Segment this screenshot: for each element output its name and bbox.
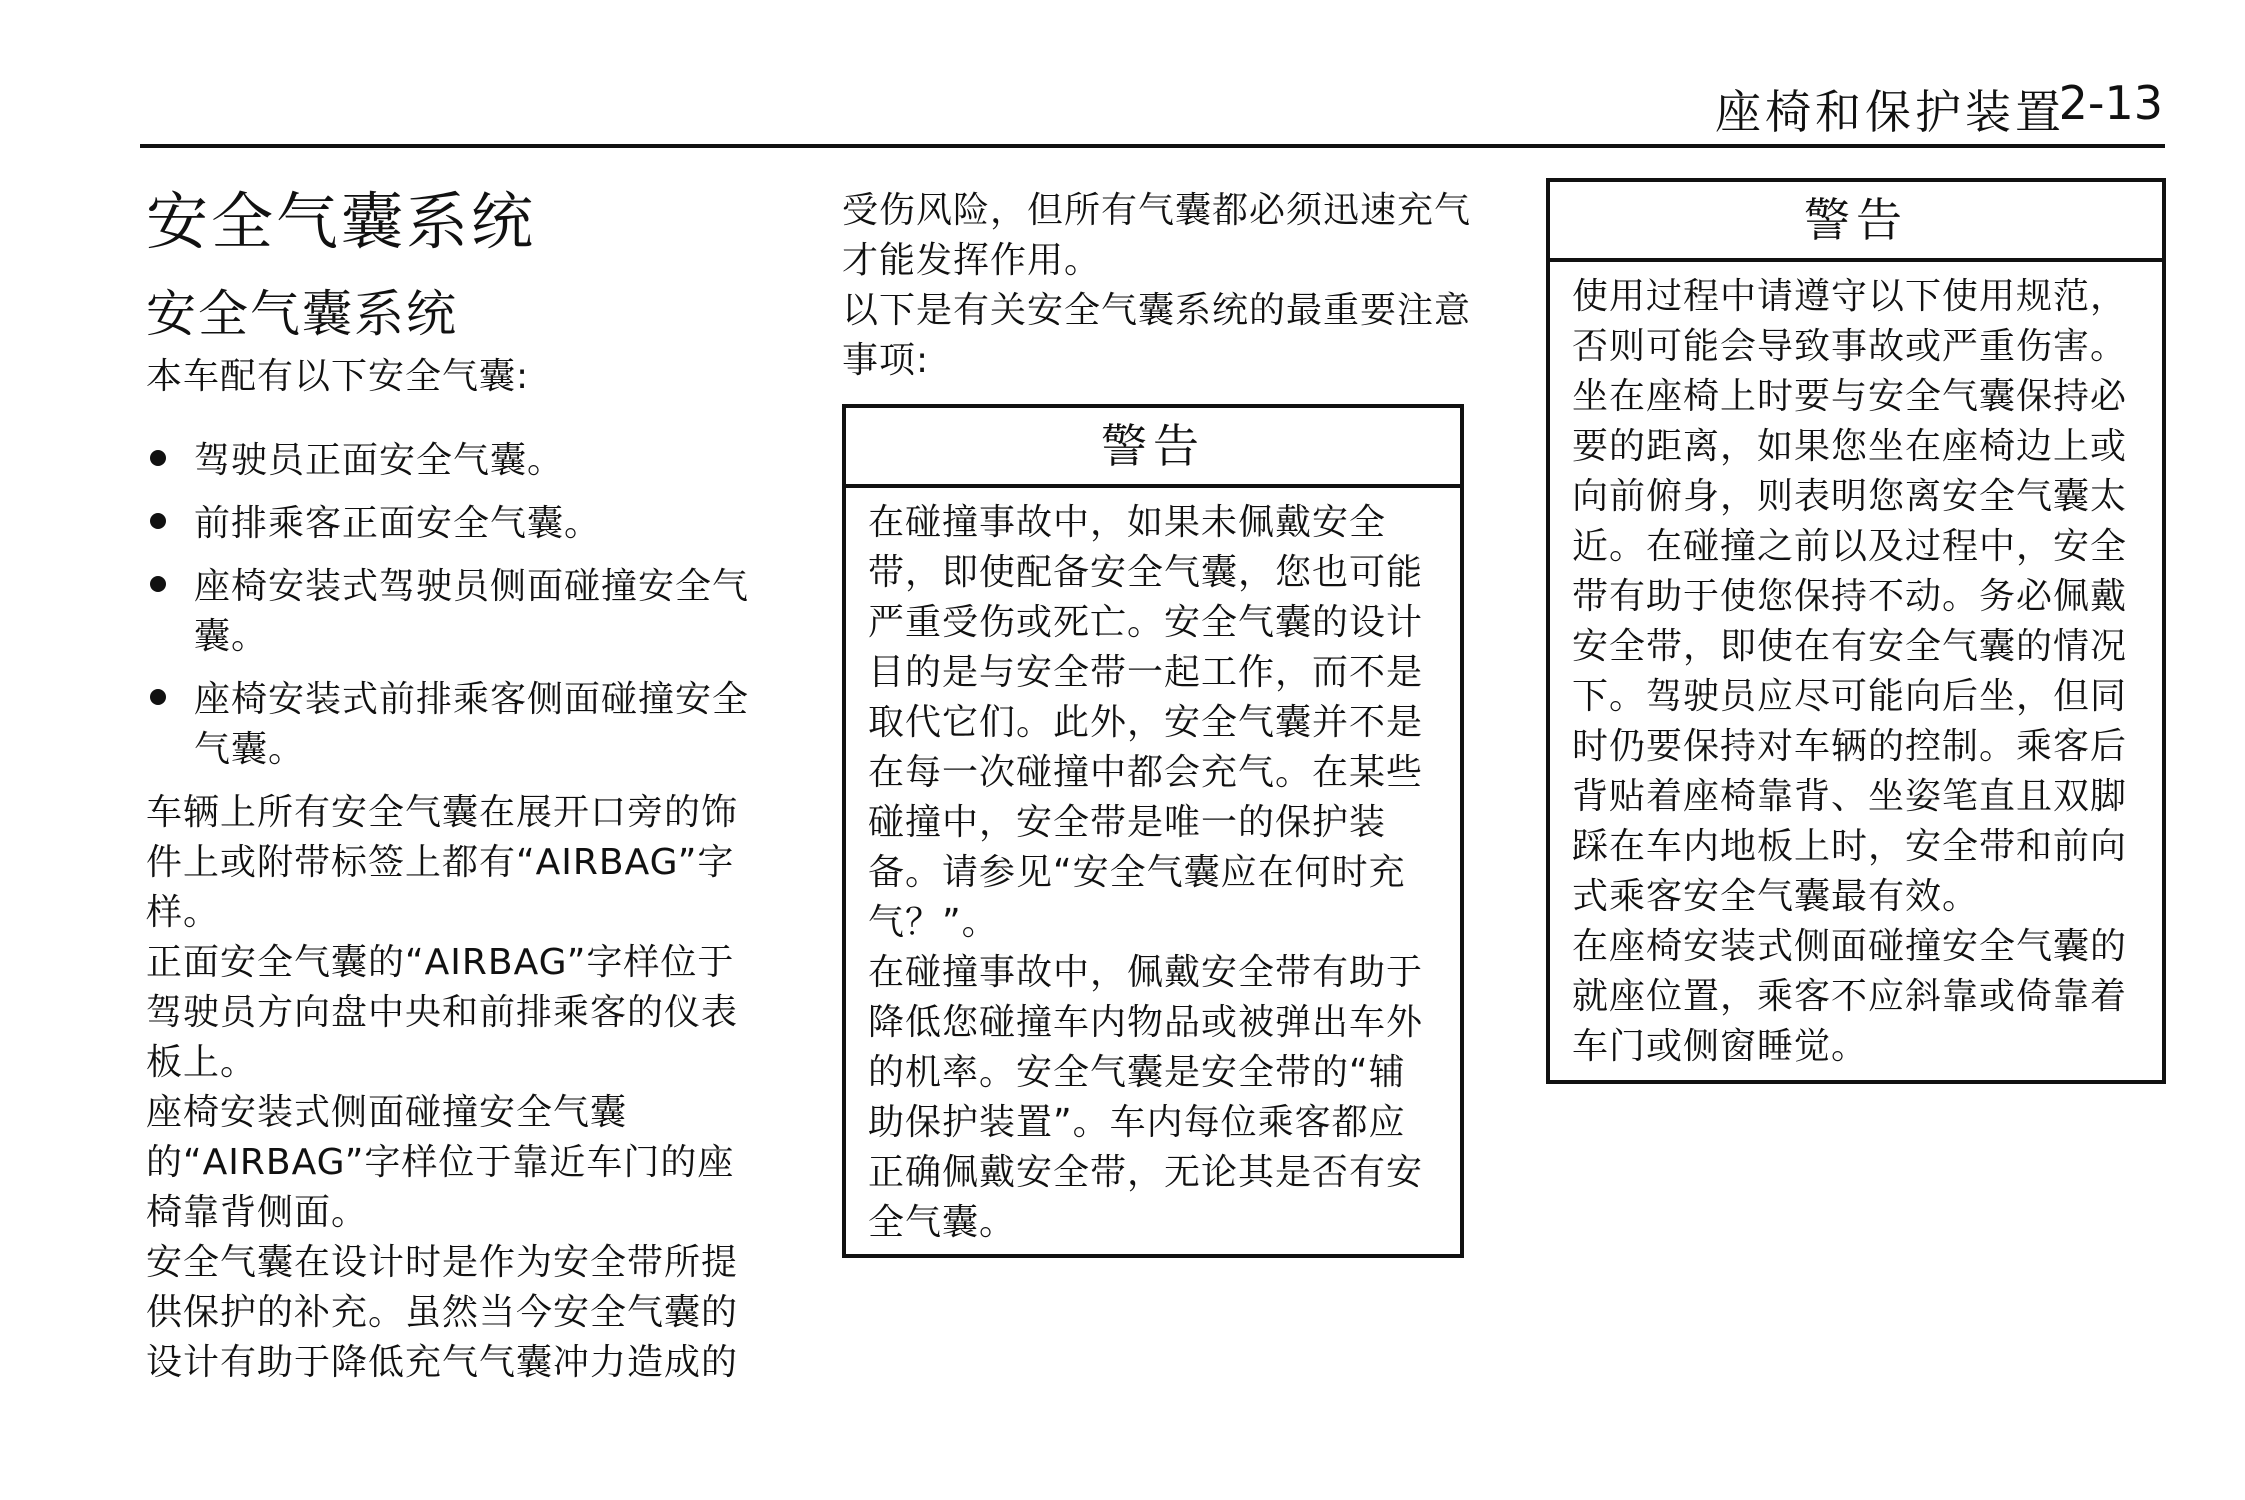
page-number: 2-13	[2058, 76, 2163, 130]
body-paragraph: 安全气囊在设计时是作为安全带所提供保护的补充。虽然当今安全气囊的设计有助于降低充气气囊冲力造成的	[146, 1242, 739, 1383]
page-header-title: 座椅和保护装置	[1715, 85, 2065, 139]
list-item	[146, 436, 766, 486]
list-item	[146, 499, 766, 549]
warning-paragraph: 在碰撞事故中，佩戴安全带有助于降低您碰撞车内物品或被弹出车外的机率。安全气囊是安全带的“辅助保护装置”。车内每位乘客都应正确佩戴安全带，无论其是否有安全气囊。	[868, 952, 1424, 1243]
warning-body	[1550, 262, 2162, 1072]
list-item-text: 驾驶员正面安全气囊。	[194, 440, 565, 481]
bullet-icon	[150, 513, 166, 529]
section-title: 安全气囊系统	[146, 185, 537, 258]
bullet-icon	[150, 576, 166, 592]
body-paragraph: 正面安全气囊的“AIRBAG”字样位于驾驶员方向盘中央和前排乘客的仪表板上。	[146, 942, 739, 1083]
warning-paragraph: 坐在座椅上时要与安全气囊保持必要的距离，如果您坐在座椅边上或向前俯身，则表明您离安全气囊太近。在碰撞之前以及过程中，安全带有助于使您保持不动。务必佩戴安全带，即使在有安全气囊的情况下。驾驶员应尽可能向后坐，但同时仍要保持对车辆的控制。乘客后背贴着座椅靠背、坐姿笔直且双脚踩在车内地板上时，安全带和前向式乘客安全气囊最有效。	[1572, 376, 2128, 917]
warning-box-seating-position	[1546, 178, 2166, 1084]
column1-body	[146, 788, 768, 1388]
warning-body	[846, 488, 1460, 1248]
bullet-icon	[150, 450, 166, 466]
header-divider	[140, 144, 2165, 148]
warning-box-seatbelt	[842, 404, 1464, 1258]
list-item-text: 座椅安装式驾驶员侧面碰撞安全气囊。	[194, 566, 750, 657]
warning-paragraph: 在座椅安装式侧面碰撞安全气囊的就座位置，乘客不应斜靠或倚靠着车门或侧窗睡觉。	[1572, 926, 2128, 1067]
bullet-icon	[150, 689, 166, 705]
warning-paragraph: 在碰撞事故中，如果未佩戴安全带，即使配备安全气囊，您也可能严重受伤或死亡。安全气囊的设计目的是与安全带一起工作，而不是取代它们。此外，安全气囊并不是在每一次碰撞中都会充气。在某些碰撞中，安全带是唯一的保护装备。请参见“安全气囊应在何时充气？”。	[868, 502, 1424, 943]
section-subtitle: 安全气囊系统	[146, 285, 458, 343]
body-paragraph: 以下是有关安全气囊系统的最重要注意事项:	[842, 290, 1472, 381]
list-item	[146, 562, 766, 662]
intro-text: 本车配有以下安全气囊:	[146, 356, 530, 397]
list-item	[146, 675, 766, 775]
warning-title: 警告	[846, 408, 1460, 488]
body-paragraph: 受伤风险，但所有气囊都必须迅速充气才能发挥作用。	[842, 190, 1472, 281]
warning-paragraph: 使用过程中请遵守以下使用规范，否则可能会导致事故或严重伤害。	[1572, 276, 2128, 367]
body-paragraph: 座椅安装式侧面碰撞安全气囊的“AIRBAG”字样位于靠近车门的座椅靠背侧面。	[146, 1092, 735, 1233]
body-paragraph: 车辆上所有安全气囊在展开口旁的饰件上或附带标签上都有“AIRBAG”字样。	[146, 792, 739, 933]
list-item-text: 座椅安装式前排乘客侧面碰撞安全气囊。	[194, 679, 750, 770]
column2-body	[842, 186, 1472, 386]
airbag-list	[146, 436, 766, 788]
list-item-text: 前排乘客正面安全气囊。	[194, 503, 602, 544]
warning-title: 警告	[1550, 182, 2162, 262]
